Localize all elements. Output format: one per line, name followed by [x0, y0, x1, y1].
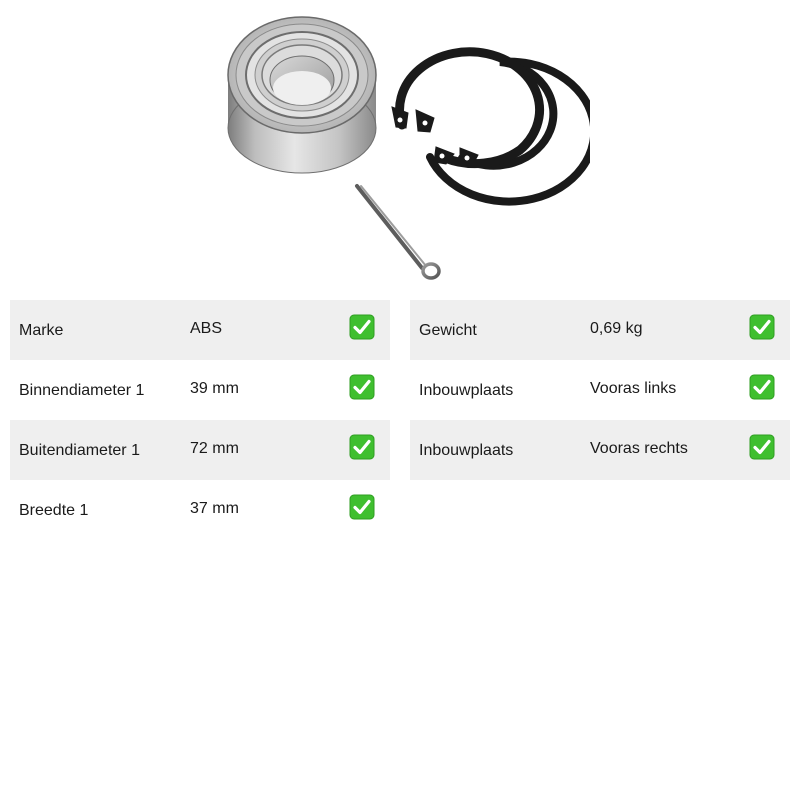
spec-label: Marke: [19, 322, 64, 339]
spec-label: Binnendiameter 1: [19, 382, 145, 399]
product-image: [220, 10, 590, 290]
green-check-icon: [349, 374, 375, 400]
spec-value: 72 mm: [190, 440, 239, 457]
green-check-icon: [749, 314, 775, 340]
wheel-bearing-kit-photo: [220, 10, 590, 290]
spec-label: Buitendiameter 1: [19, 442, 140, 459]
cotter-pin: [357, 186, 439, 278]
spec-value: Vooras links: [590, 380, 677, 397]
green-check-icon: [349, 434, 375, 460]
spec-value: Vooras rechts: [590, 440, 688, 457]
spec-label: Breedte 1: [19, 502, 89, 519]
spec-label: Gewicht: [419, 322, 477, 339]
spec-row: [410, 420, 790, 480]
green-check-icon: [749, 434, 775, 460]
spec-row: [10, 300, 390, 360]
spec-value: ABS: [190, 320, 223, 337]
spec-table-right: [410, 300, 790, 480]
green-check-icon: [749, 374, 775, 400]
spec-value: 39 mm: [190, 380, 239, 397]
green-check-icon: [349, 494, 375, 520]
spec-label: Inbouwplaats: [419, 442, 514, 459]
spec-row: [410, 300, 790, 360]
bearing: [228, 17, 376, 173]
spec-row: [410, 360, 790, 420]
spec-row: [10, 360, 390, 420]
green-check-icon: [349, 314, 375, 340]
circlips: [392, 52, 590, 202]
spec-row: [10, 420, 390, 480]
spec-value: 0,69 kg: [590, 320, 643, 337]
spec-value: 37 mm: [190, 500, 239, 517]
spec-row: [10, 480, 390, 540]
spec-table-left: [10, 300, 390, 540]
spec-label: Inbouwplaats: [419, 382, 514, 399]
